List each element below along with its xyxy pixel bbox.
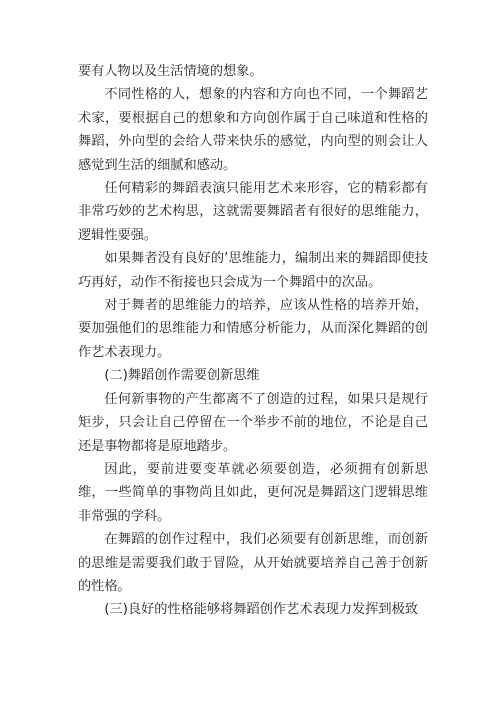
- paragraph-5: 对于舞者的思维能力的培养，应该从性格的培养开始，要加强他们的思维能力和情感分析能力，从而深化舞蹈的创作艺术表现力。: [78, 298, 428, 360]
- paragraph-1: 要有人物以及生活情境的想象。: [78, 64, 263, 79]
- paragraph-3: 任何精彩的舞蹈表演只能用艺术来形容，它的精彩都有非常巧妙的艺术构思，这就需要舞蹈者有很好的思维能力，逻辑性要强。: [78, 181, 428, 243]
- paragraph-8: 在舞蹈的创作过程中，我们必须要有创新思维，而创新的思维是需要我们敢于冒险，从开始就要培养自己善于创新的性格。: [78, 532, 428, 594]
- paragraph-7: 因此，要前进要变革就必须要创造，必须拥有创新思维，一些简单的事物尚且如此，更何况是舞蹈这门逻辑思维非常强的学科。: [78, 461, 428, 524]
- section-heading-2: (二)舞蹈创作需要创新思维: [104, 368, 260, 384]
- section-heading-3: (三)良好的性格能够将舞蹈创作艺术表现力发挥到极致: [104, 602, 418, 618]
- paragraph-4: 如果舞者没有良好的’思维能力，编制出来的舞蹈即使技巧再好，动作不衔接也只会成为一个舞蹈中的次品。: [78, 251, 428, 290]
- document-body: [78, 60, 428, 622]
- paragraph-2: 不同性格的人，想象的内容和方向也不同，一个舞蹈艺术家，要根据自己的想象和方向创作属于自己味道和性格的舞蹈，外向型的会给人带来快乐的感觉，内向型的则会让人感觉到生活的细腻和感动。: [78, 87, 428, 173]
- paragraph-6: 任何新事物的产生都离不了创造的过程，如果只是规行矩步，只会让自己停留在一个举步不前的地位，不论是自己还是事物都将是原地踏步。: [78, 391, 428, 454]
